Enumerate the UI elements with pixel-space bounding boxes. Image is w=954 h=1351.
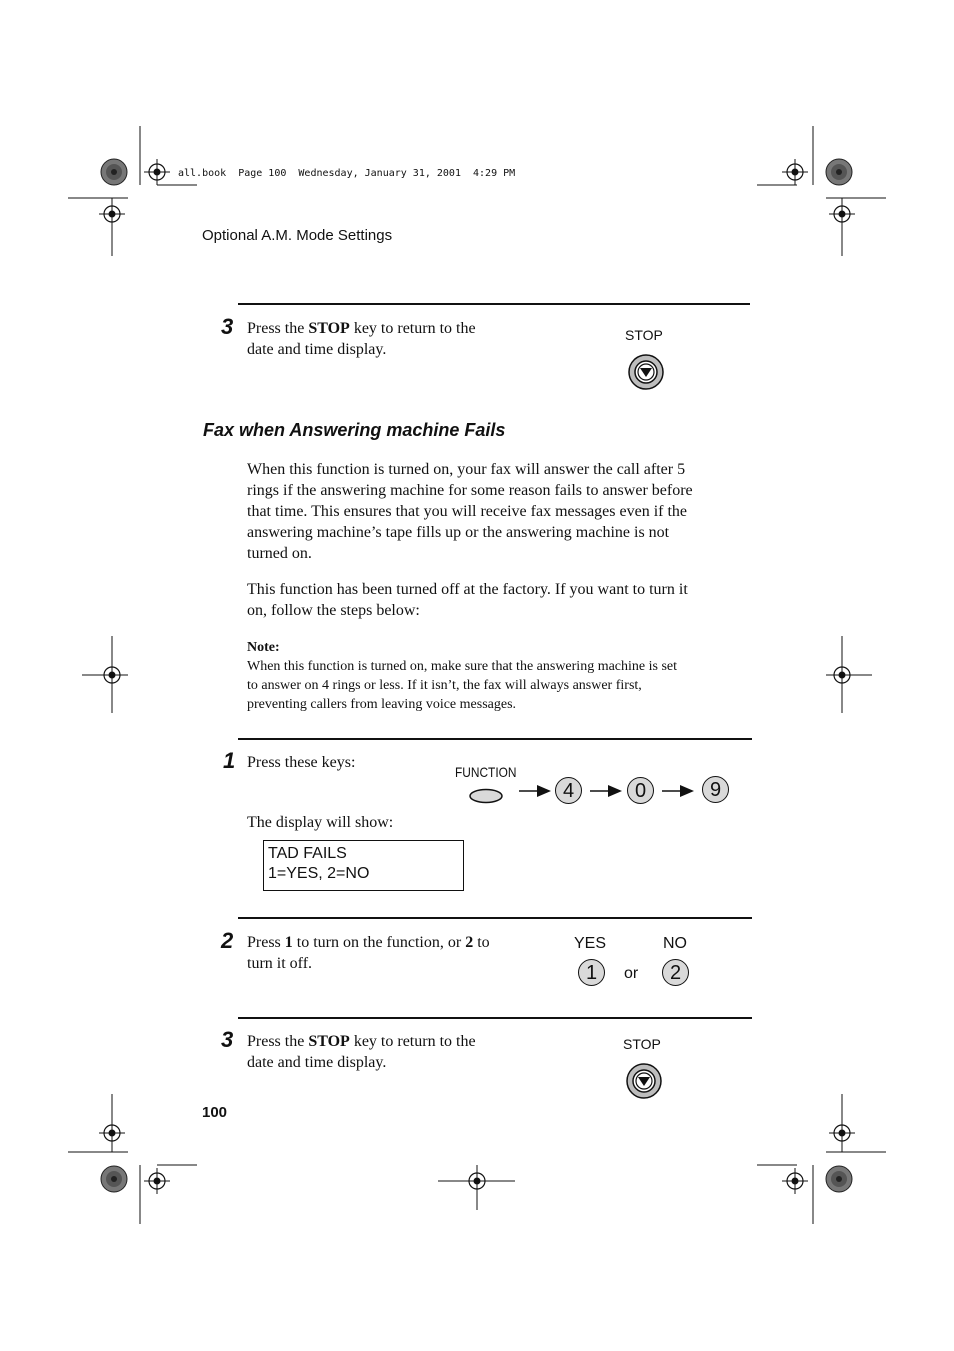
step-text bbox=[247, 932, 547, 974]
step-divider bbox=[238, 303, 750, 305]
step-text-part: date and time display. bbox=[247, 1054, 387, 1071]
step-divider bbox=[238, 1017, 752, 1019]
stop-key-label: STOP bbox=[625, 327, 663, 343]
lcd-line: 1=YES, 2=NO bbox=[268, 865, 370, 882]
registration-starburst-icon bbox=[826, 159, 852, 185]
note bbox=[247, 638, 757, 714]
step-text-part: Press bbox=[247, 934, 285, 951]
registration-crosshair-icon bbox=[782, 1168, 808, 1194]
step-number: 3 bbox=[221, 314, 234, 339]
note-line: to answer on 4 rings or less. If it isn’t, the fax will always answer first, bbox=[247, 678, 642, 693]
step-text-part: Press the bbox=[247, 320, 309, 337]
paragraph-line: answering machine’s tape fills up or the answering machine is not bbox=[247, 524, 670, 541]
paragraph-line: turned on. bbox=[247, 545, 312, 562]
number-key-1: 1 bbox=[578, 959, 605, 986]
registration-crosshair-icon bbox=[144, 159, 170, 185]
section-title: Fax when Answering machine Fails bbox=[203, 420, 506, 440]
page-number: 100 bbox=[202, 1104, 228, 1121]
number-key-0: 0 bbox=[627, 777, 654, 804]
step-number: 3 bbox=[221, 1027, 234, 1052]
function-key-icon bbox=[469, 788, 505, 806]
lcd-line: TAD FAILS bbox=[268, 845, 347, 862]
arrow-right-icon bbox=[590, 784, 624, 798]
note-line: When this function is turned on, make sure that the answering machine is set bbox=[247, 659, 678, 674]
function-key-label: FUNCTION bbox=[455, 764, 517, 780]
note-heading: Note: bbox=[247, 640, 280, 655]
paragraph bbox=[247, 579, 747, 621]
registration-starburst-icon bbox=[101, 159, 127, 185]
key-name: 2 bbox=[465, 934, 474, 951]
step-text bbox=[247, 1031, 547, 1073]
yes-label: YES bbox=[574, 935, 607, 952]
or-label: or bbox=[624, 965, 639, 982]
no-label: NO bbox=[663, 935, 687, 952]
arrow-right-icon bbox=[662, 784, 696, 798]
step-number: 1 bbox=[223, 748, 236, 773]
step-text-part: key to return to the bbox=[349, 1033, 476, 1050]
paragraph bbox=[247, 459, 747, 564]
arrow-right-icon bbox=[519, 784, 553, 798]
paragraph-line: that time. This ensures that you will receive fax messages even if the bbox=[247, 503, 688, 520]
key-name: STOP bbox=[308, 1033, 350, 1050]
step-text-part: Press the bbox=[247, 1033, 309, 1050]
paragraph-line: on, follow the steps below: bbox=[247, 602, 420, 619]
paragraph-line: rings if the answering machine for some reason fails to answer before bbox=[247, 482, 693, 499]
step-number: 2 bbox=[221, 928, 234, 953]
print-header-line: all.book Page 100 Wednesday, January 31, 2001 4:29 PM bbox=[178, 168, 516, 179]
step-divider bbox=[238, 738, 752, 740]
registration-starburst-icon bbox=[101, 1166, 127, 1192]
registration-crosshair-icon bbox=[782, 159, 808, 185]
display-intro: The display will show: bbox=[247, 814, 394, 831]
paragraph-line: This function has been turned off at the factory. If you want to turn it bbox=[247, 581, 688, 598]
step-text-part: date and time display. bbox=[247, 341, 387, 358]
key-name: STOP bbox=[308, 320, 350, 337]
stop-key-icon bbox=[626, 1063, 662, 1099]
stop-key-label: STOP bbox=[623, 1036, 661, 1052]
key-name: 1 bbox=[284, 934, 293, 951]
number-key-9: 9 bbox=[702, 776, 729, 803]
registration-starburst-icon bbox=[826, 1166, 852, 1192]
number-key-4: 4 bbox=[555, 777, 582, 804]
paragraph-line: When this function is turned on, your fax will answer the call after 5 bbox=[247, 461, 686, 478]
number-key-2: 2 bbox=[662, 959, 689, 986]
registration-crosshair-icon bbox=[144, 1168, 170, 1194]
step-text bbox=[247, 318, 547, 360]
step-text-part: turn it off. bbox=[247, 955, 313, 972]
step-text-part: key to return to the bbox=[349, 320, 476, 337]
note-line: preventing callers from leaving voice messages. bbox=[247, 697, 517, 712]
running-head: Optional A.M. Mode Settings bbox=[202, 227, 393, 244]
step-text-part: to turn on the function, or bbox=[292, 934, 466, 951]
stop-key-icon bbox=[628, 354, 664, 390]
step-text-part: to bbox=[473, 934, 490, 951]
lcd-display bbox=[263, 840, 464, 891]
step-divider bbox=[238, 917, 752, 919]
step-text: Press these keys: bbox=[247, 754, 356, 771]
